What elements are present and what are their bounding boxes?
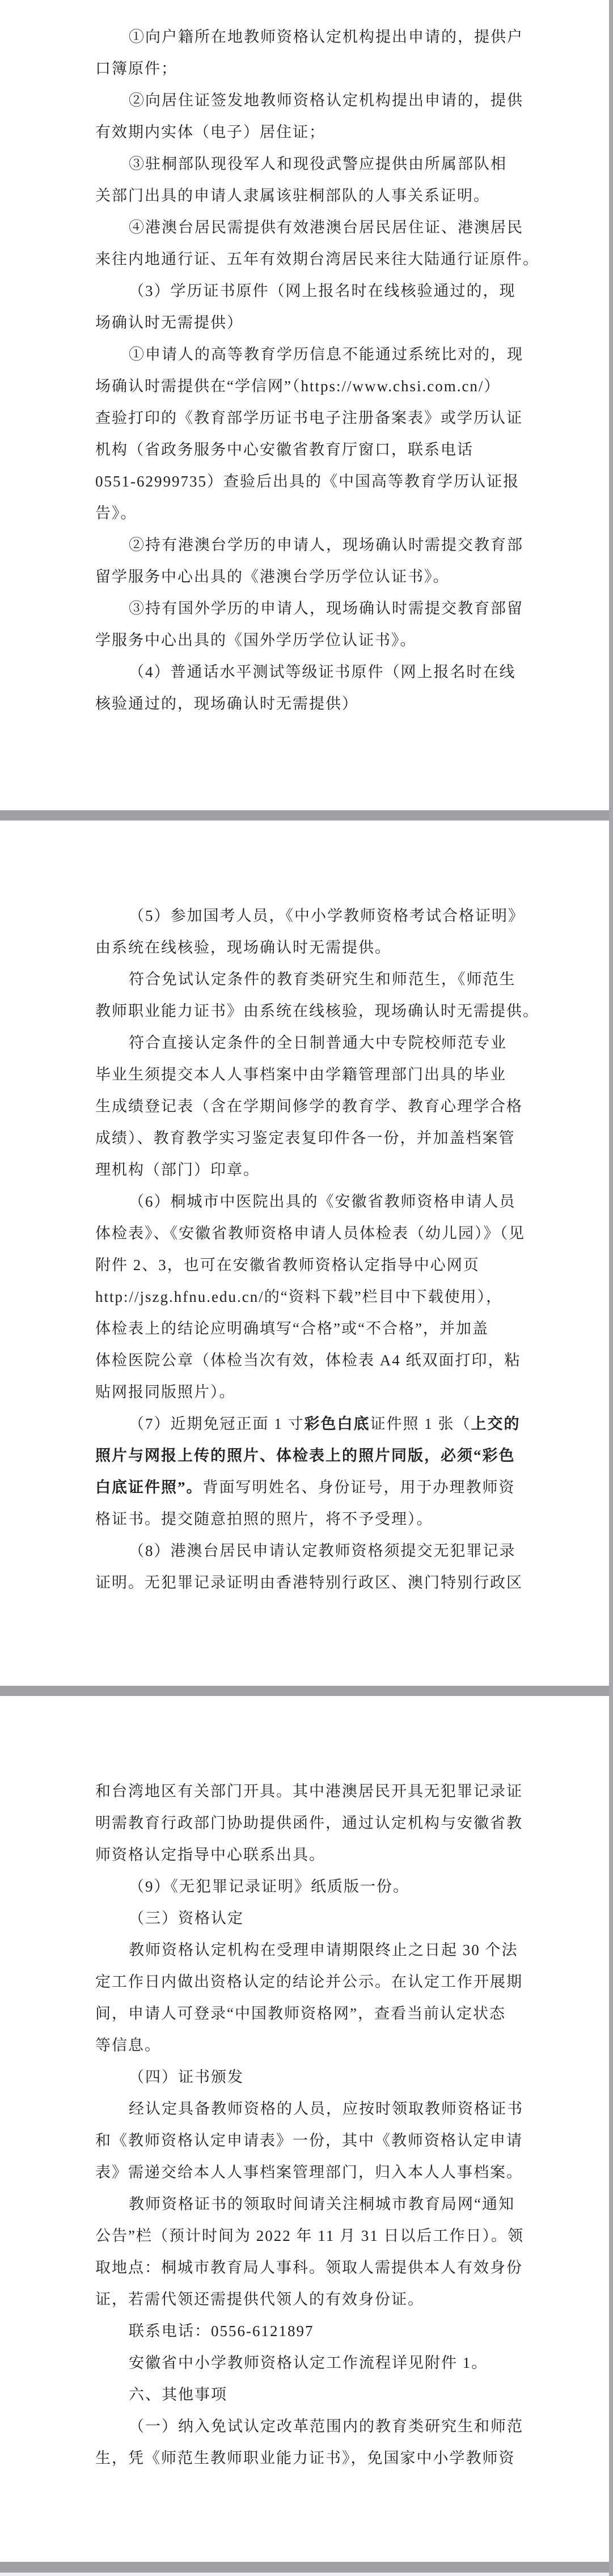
text-line: 生，凭《师范生教师职业能力证书》，免国家中小学教师资 <box>95 2450 515 2467</box>
text-line: 格证书。提交随意拍照的照片，将不予受理）。 <box>95 1511 433 1528</box>
next-page-edge <box>0 2573 613 2576</box>
text-line: 安徽省中小学教师资格认定工作流程详见附件 1。 <box>129 2354 488 2371</box>
text-line: 联系电话：0556-6121897 <box>129 2323 314 2340</box>
text-line: 场确认时无需提供） <box>95 314 243 331</box>
page-separator <box>0 810 613 820</box>
text-line: ③持有国外学历的申请人，现场确认时需提交教育部留 <box>129 600 523 617</box>
bold-text-segment: 照片与网报上传的照片、体检表上的照片同版，必须“彩色 <box>95 1447 515 1464</box>
text-line: ①向户籍所在地教师资格认定机构提出申请的，提供户 <box>129 28 523 45</box>
text-line: 生成绩登记表（含在学期间修学的教育学、教育心理学合格 <box>95 1098 523 1115</box>
text-line: 成绩）、教育教学实习鉴定表复印件各一份，并加盖档案管 <box>95 1130 515 1147</box>
text-line: 教师资格认定机构在受理申请期限终止之日起 30 个法 <box>129 1941 518 1959</box>
page-2-text-block <box>95 900 539 1598</box>
text-line: 符合免试认定条件的教育类研究生和师范生，《师范生 <box>129 971 516 988</box>
text-line: 体检表上的结论应明确填写“合格”或“不合格”，并加盖 <box>95 1320 489 1337</box>
text-line: ①申请人的高等教育学历信息不能通过系统比对的，现 <box>129 346 523 363</box>
text-line: （9）《无犯罪记录证明》纸质版一份。 <box>129 1878 409 1895</box>
text-line: ②持有港澳台学历的申请人，现场确认时需提交教育部 <box>129 536 523 553</box>
text-line <box>95 1440 532 1471</box>
text-line: 场确认时需提供在“学信网”（https://www.chsi.com.cn/） <box>95 378 501 395</box>
text-line: 和《教师资格认定申请表》一份，其中《教师资格认定申请 <box>95 2132 523 2149</box>
text-line: 表》需递交给本人人事档案管理部门，归入本人人事档案。 <box>95 2164 523 2181</box>
text-segment: 背面写明姓名、身份证号，用于办理教师资 <box>202 1479 515 1496</box>
page-separator <box>0 2562 613 2573</box>
text-line: （三）资格认定 <box>129 1910 244 1927</box>
text-line: 经认定具备教师资格的人员，应按时领取教师资格证书 <box>129 2100 523 2117</box>
text-line: 由系统在线核验，现场确认时无需提供。 <box>95 939 391 956</box>
text-line: （一）纳入免试认定改革范围内的教育类研究生和师范 <box>129 2418 523 2435</box>
text-line: （8）港澳台居民申请认定教师资格须提交无犯罪记录 <box>129 1542 516 1559</box>
text-line: 毕业生须提交本人人事档案中由学籍管理部门出具的毕业 <box>95 1066 506 1083</box>
text-segment: （7）近期免冠正面 1 寸 <box>129 1415 305 1432</box>
page-3-text-block <box>95 1775 532 2474</box>
text-line: 体检医院公章（体检当次有效，体检表 A4 纸双面打印，粘 <box>95 1352 521 1369</box>
text-line: 附件 2、3，也可在安徽省教师资格认定指导中心网页 <box>95 1257 480 1274</box>
text-line: 理机构（部门）印章。 <box>95 1161 260 1178</box>
text-line: 教师职业能力证书》由系统在线核验，现场确认时无需提供。 <box>95 1003 539 1020</box>
text-line: 来往内地通行证、五年有效期台湾居民来往大陆通行证原件。 <box>95 251 539 268</box>
text-line: （4）普通话水平测试等级证书原件（网上报名时在线 <box>129 663 516 680</box>
text-line: 和台湾地区有关部门开具。其中港澳居民开具无犯罪记录证 <box>95 1783 523 1800</box>
text-segment: 证件照 1 张（ <box>370 1415 471 1432</box>
document-page-1 <box>0 0 613 810</box>
text-line <box>95 1408 532 1440</box>
text-line: 学服务中心出具的《国外学历学位认证书》。 <box>95 632 417 649</box>
text-line: 教师资格证书的领取时间请关注桐城市教育局网“通知 <box>129 2196 515 2213</box>
page-separator <box>0 1686 613 1696</box>
text-line: 有效期内实体（电子）居住证； <box>95 124 325 141</box>
text-line: 体检表》、《安徽省教师资格申请人员体检表（幼儿园）》（见 <box>95 1225 525 1242</box>
text-line: （6）桐城市中医院出具的《安徽省教师资格申请人员 <box>129 1193 516 1210</box>
text-line: 告》。 <box>95 505 137 522</box>
text-line: 机构（省政务服务中心安徽省教育厅窗口，联系电话 <box>95 441 474 458</box>
text-line: 关部门出具的申请人隶属该驻桐部队的人事关系证明。 <box>95 187 490 204</box>
text-line: 师资格认定指导中心联系出具。 <box>95 1846 325 1863</box>
bold-text-segment: 上交的 <box>471 1415 521 1432</box>
scrollbar[interactable] <box>609 0 613 2576</box>
text-line: （四）证书颁发 <box>129 2069 244 2086</box>
text-line: 证明。无犯罪记录证明由香港特别行政区、澳门特别行政区 <box>95 1574 523 1591</box>
text-line: 0551-62999735）查验后出具的《中国高等教育学历认证报 <box>95 473 519 490</box>
text-line: 取地点：桐城市教育局人事科。领取人需提供本人有效身份 <box>95 2259 523 2276</box>
text-line: 查验打印的《教育部学历证书电子注册备案表》或学历认证 <box>95 409 523 426</box>
text-line: 贴网报同版照片）。 <box>95 1384 236 1401</box>
text-line: ④港澳台居民需提供有效港澳台居民居住证、港澳居民 <box>129 219 523 236</box>
text-line: 留学服务中心出具的《港澳台学历学位认证书》。 <box>95 568 450 585</box>
text-line: 符合直接认定条件的全日制普通大中专院校师范专业 <box>129 1034 507 1051</box>
text-line: http://jszg.hfnu.edu.cn/的“资料下载”栏目中下载使用）， <box>95 1288 503 1305</box>
page-1-text-block <box>95 21 539 720</box>
text-line: 口簿原件； <box>95 60 177 77</box>
text-line: 定工作日内做出资格认定的结论并公示。在认定工作开展期 <box>95 1973 523 1990</box>
bold-text-segment: 彩色白底 <box>304 1415 370 1432</box>
text-line: （3）学历证书原件（网上报名时在线核验通过的，现 <box>129 282 516 299</box>
text-line: 六、其他事项 <box>129 2386 227 2403</box>
text-line: ②向居住证签发地教师资格认定机构提出申请的，提供 <box>129 92 523 109</box>
text-line: 公告”栏（预计时间为 2022 年 11 月 31 日以后工作日）。领 <box>95 2227 524 2244</box>
document-page-2 <box>0 820 613 1686</box>
text-line: 等信息。 <box>95 2037 161 2054</box>
text-line: 间，申请人可登录“中国教师资格网”，查看当前认定状态 <box>95 2005 506 2022</box>
document-page-3 <box>0 1696 613 2562</box>
text-line: 核验通过的，现场确认时无需提供） <box>95 695 358 712</box>
text-line: 证，若需代领还需提供代领人的有效身份证。 <box>95 2291 424 2308</box>
text-line <box>95 1471 532 1503</box>
text-line: 明需教育行政部门协助提供函件，通过认定机构与安徽省教 <box>95 1814 523 1831</box>
text-line: ③驻桐部队现役军人和现役武警应提供由所属部队相 <box>129 155 507 172</box>
text-line: （5）参加国考人员，《中小学教师资格考试合格证明》 <box>129 907 525 924</box>
bold-text-segment: 白底证件照”。 <box>95 1479 203 1496</box>
